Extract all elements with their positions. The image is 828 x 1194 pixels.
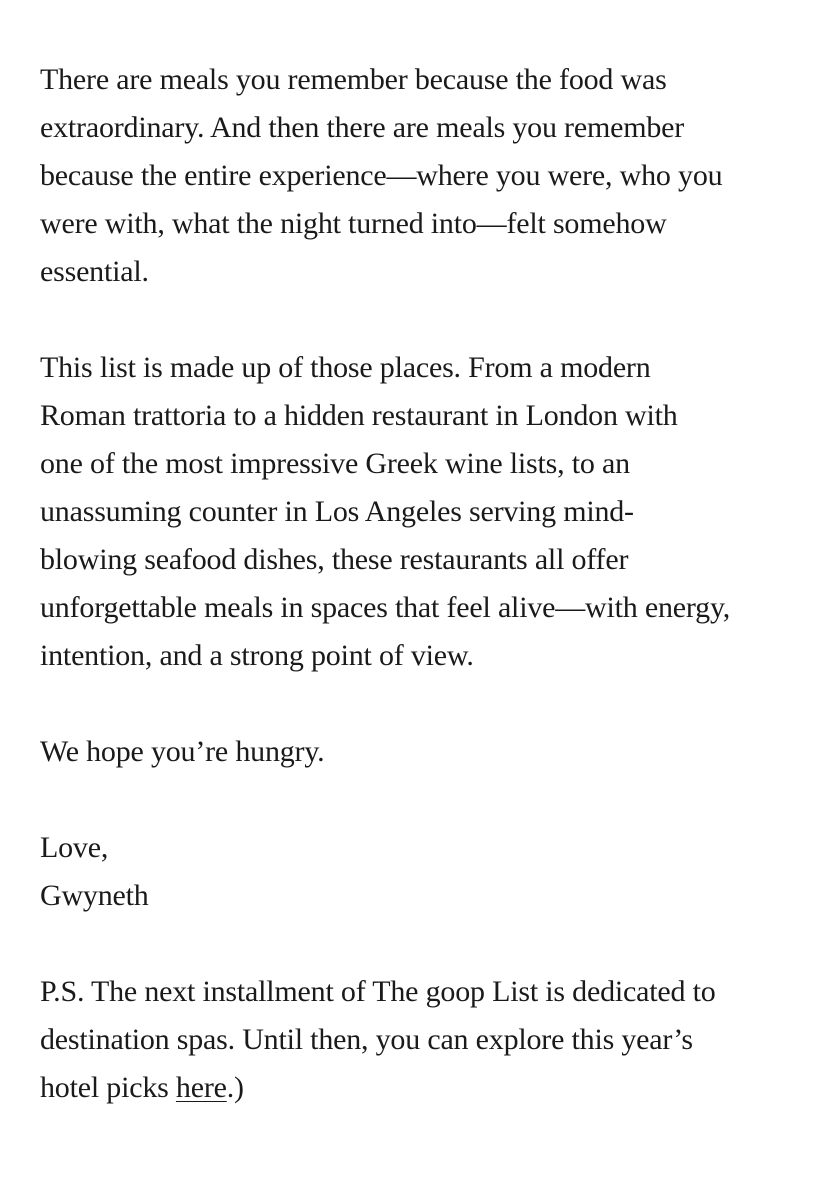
list-description-paragraph	[40, 344, 820, 680]
text-line: There are meals you remember because the food was	[40, 63, 667, 96]
postscript-prefix: hotel picks	[40, 1071, 176, 1104]
text-line: were with, what the night turned into—felt somehow	[40, 207, 667, 240]
hotel-picks-link[interactable]: here	[175, 1071, 227, 1104]
postscript-paragraph	[40, 968, 820, 1112]
text-line: Roman trattoria to a hidden restaurant in London with	[40, 399, 678, 432]
text-line: blowing seafood dishes, these restaurants all offer	[40, 543, 629, 576]
text-line: because the entire experience—where you were, who you	[40, 159, 723, 192]
text-line: unassuming counter in Los Angeles serving mind-	[40, 495, 634, 528]
text-line: unforgettable meals in spaces that feel alive—with energy,	[40, 591, 731, 624]
closing-text: We hope you’re hungry.	[40, 735, 325, 768]
text-line: essential.	[40, 255, 149, 288]
intro-paragraph	[40, 56, 820, 296]
text-line: extraordinary. And then there are meals you remember	[40, 111, 685, 144]
signoff-name: Gwyneth	[40, 879, 149, 912]
postscript-suffix: .)	[226, 1071, 244, 1104]
text-line: one of the most impressive Greek wine lists, to an	[40, 447, 630, 480]
text-line: destination spas. Until then, you can explore this year’s	[40, 1023, 693, 1056]
signoff-greeting: Love,	[40, 831, 109, 864]
article-body	[40, 56, 820, 1160]
text-line: intention, and a strong point of view.	[40, 639, 474, 672]
text-line: P.S. The next installment of The goop List is dedicated to	[40, 975, 716, 1008]
signoff	[40, 824, 820, 920]
text-line: This list is made up of those places. From a modern	[40, 351, 651, 384]
closing-paragraph	[40, 728, 820, 776]
text-line	[40, 1064, 820, 1112]
